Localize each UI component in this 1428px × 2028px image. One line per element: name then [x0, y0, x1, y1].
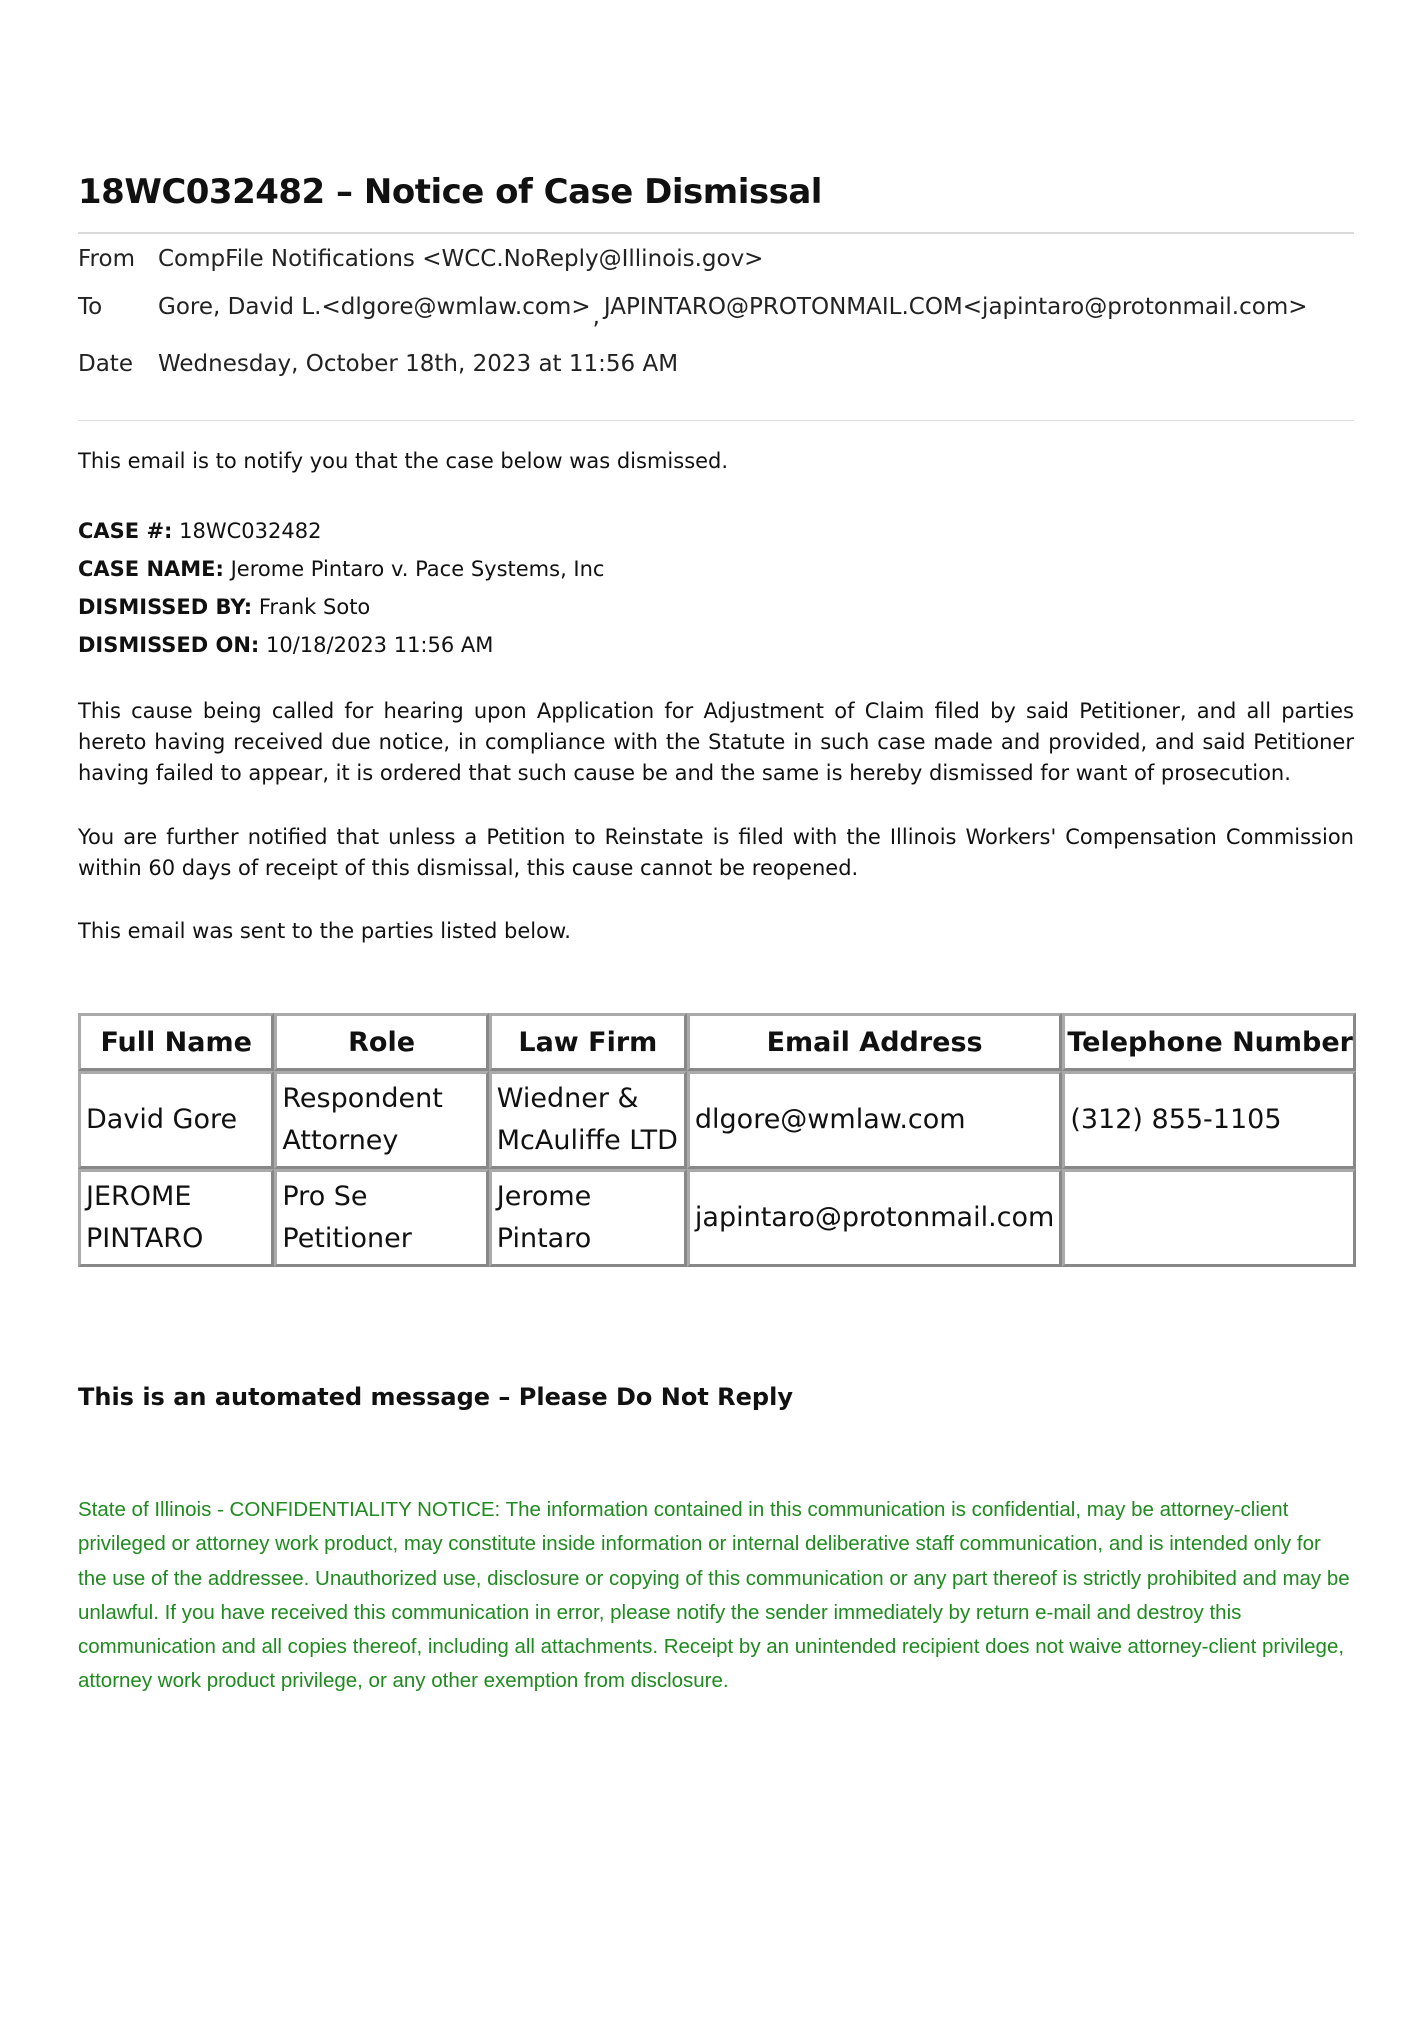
- dismissal-paragraph: This cause being called for hearing upon Application for Adjustment of Claim filed by said Petitioner, and all parties hereto having received due notice, in compliance with the Statute in such case made and provided, and said Petitioner having failed to appear, it is ordered that such cause be and the same is hereby dismissed for want of prosecution.: [78, 699, 1354, 785]
- case-number-field: [78, 512, 604, 550]
- email-subject: 18WC032482 – Notice of Case Dismissal: [78, 172, 822, 212]
- dismissed-by-label: DISMISSED BY:: [78, 595, 253, 619]
- col-header-law-firm: Law Firm: [489, 1013, 687, 1071]
- col-header-email: Email Address: [687, 1013, 1062, 1071]
- table-row: [78, 1071, 1356, 1169]
- cell-full-name: David Gore: [78, 1071, 274, 1169]
- table-header-row: [78, 1013, 1356, 1071]
- reinstate-paragraph: You are further notified that unless a Petition to Reinstate is filed with the Illinois Workers' Compensation Commission within 60 days of receipt of this dismissal, this cause cannot be reopened.: [78, 825, 1354, 880]
- table-row: [78, 1169, 1356, 1267]
- case-number-value: 18WC032482: [179, 519, 322, 543]
- date-value: Wednesday, October 18th, 2023 at 11:56 AM: [158, 351, 679, 377]
- email-header: [78, 234, 1354, 418]
- cell-telephone: [1062, 1169, 1356, 1267]
- body-divider: [78, 420, 1354, 421]
- email-page: [78, 170, 1354, 1693]
- date-label: Date: [78, 351, 133, 377]
- col-header-role: Role: [274, 1013, 488, 1071]
- cell-telephone: (312) 855-1105: [1062, 1071, 1356, 1169]
- cell-email[interactable]: japintaro@protonmail.com: [687, 1169, 1062, 1267]
- to-recipient-2[interactable]: JAPINTARO@PROTONMAIL.COM<japintaro@protonmail.com>: [603, 294, 1308, 320]
- dismissed-on-field: [78, 626, 604, 664]
- dismissed-by-field: [78, 588, 604, 626]
- cell-law-firm: Jerome Pintaro: [489, 1169, 687, 1267]
- case-name-value: Jerome Pintaro v. Pace Systems, Inc: [230, 557, 605, 581]
- case-number-label: CASE #:: [78, 519, 173, 543]
- to-value: [158, 294, 1308, 330]
- case-details: [78, 512, 604, 664]
- dismissed-on-value: 10/18/2023 11:56 AM: [266, 633, 494, 657]
- col-header-telephone: Telephone Number: [1062, 1013, 1356, 1071]
- parties-intro: This email was sent to the parties listed below.: [78, 919, 571, 943]
- case-name-label: CASE NAME:: [78, 557, 224, 581]
- dismissed-by-value: Frank Soto: [258, 595, 371, 619]
- from-label: From: [78, 246, 135, 272]
- cell-role: Respondent Attorney: [274, 1071, 488, 1169]
- cell-role: Pro Se Petitioner: [274, 1169, 488, 1267]
- case-name-field: [78, 550, 604, 588]
- cell-law-firm: Wiedner & McAuliffe LTD: [489, 1071, 687, 1169]
- cell-email[interactable]: dlgore@wmlaw.com: [687, 1071, 1062, 1169]
- dismissed-on-label: DISMISSED ON:: [78, 633, 260, 657]
- to-recipient-1[interactable]: Gore, David L.<dlgore@wmlaw.com>: [158, 294, 591, 320]
- confidentiality-notice: State of Illinois - CONFIDENTIALITY NOTICE: The information contained in this communication is confidential, may be attorney-client privileged or attorney work product, may constitute inside information or internal deliberative staff communication, and is intended only for the use of the addressee. Unauthorized use, disclosure or copying of this communication or any part thereof is strictly prohibited and may be unlawful. If you have received this communication in error, please notify the sender immediately by return e-mail and destroy this communication and all copies thereof, including all attachments. Receipt by an unintended recipient does not waive attorney-client privilege, attorney work product privilege, or any other exemption from disclosure.: [78, 1498, 1350, 1693]
- automated-message-notice: This is an automated message – Please Do Not Reply: [78, 1383, 793, 1411]
- col-header-full-name: Full Name: [78, 1013, 274, 1071]
- intro-text: This email is to notify you that the case below was dismissed.: [78, 449, 729, 473]
- to-label: To: [78, 294, 103, 320]
- from-value[interactable]: CompFile Notifications <WCC.NoReply@Illinois.gov>: [158, 246, 764, 272]
- cell-full-name: JEROME PINTARO: [78, 1169, 274, 1267]
- parties-table: [78, 1013, 1356, 1267]
- recipient-separator: ,: [592, 304, 600, 330]
